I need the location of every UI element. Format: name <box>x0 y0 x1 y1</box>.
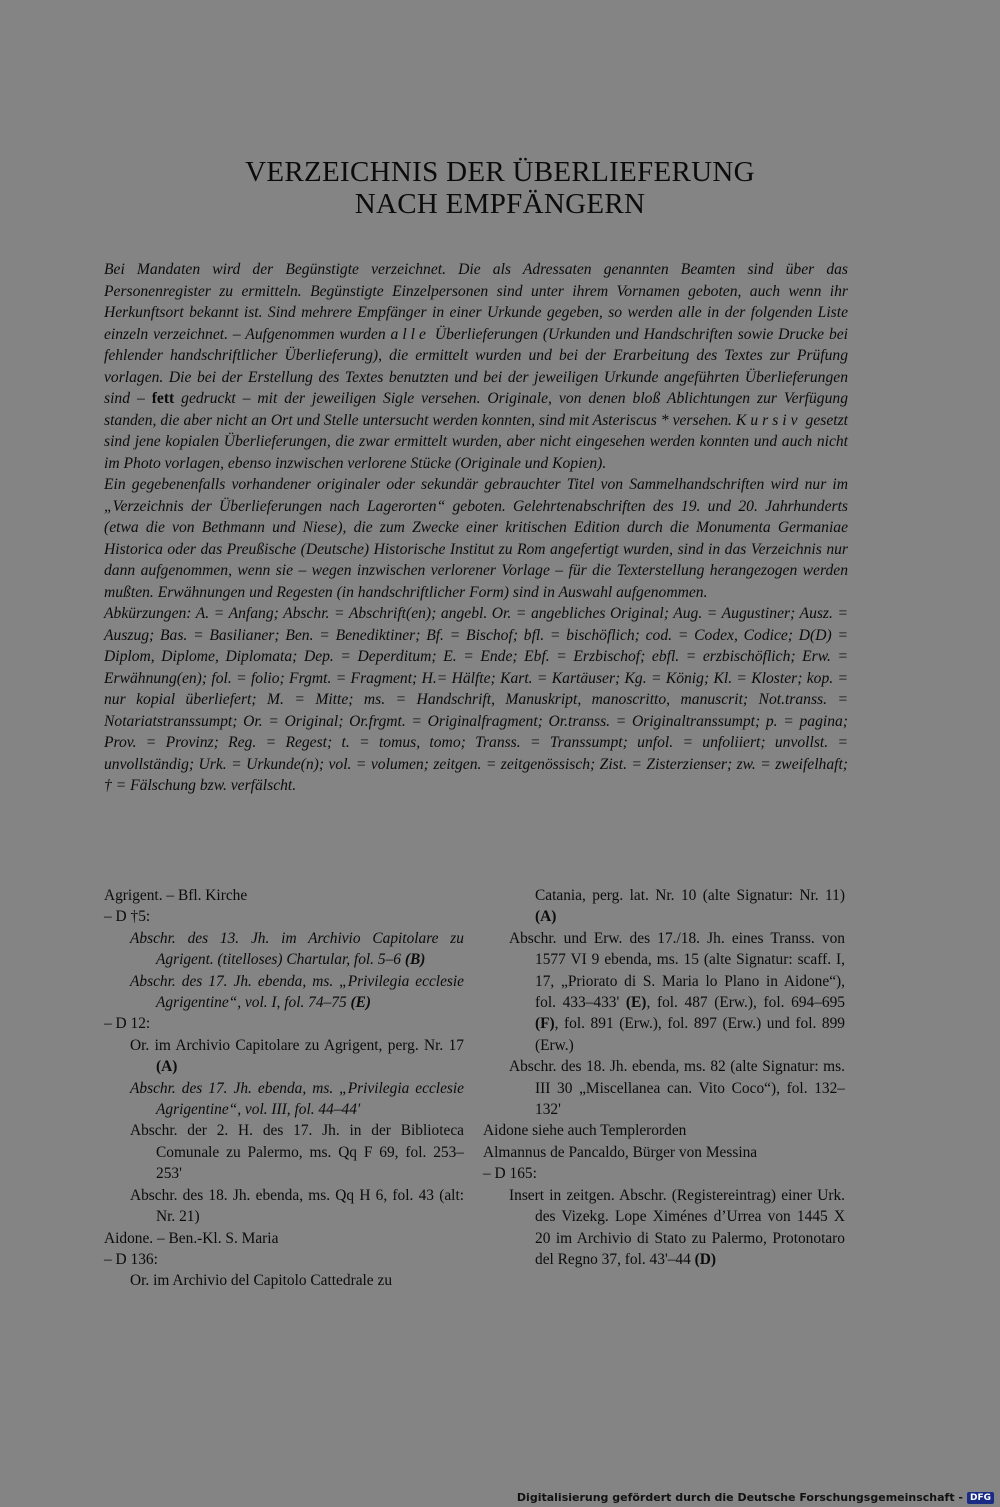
diploma-number: – D 12: <box>104 1015 151 1033</box>
page-title <box>0 156 1000 220</box>
entry-text: Catania, perg. lat. Nr. 10 (alte Signatur: Nr. 11) <box>535 887 845 904</box>
entry-text: , fol. 487 (Erw.), fol. 694–695 <box>646 994 845 1012</box>
entry-sigle: (B) <box>404 951 426 969</box>
recipient-heading: Agrigent. – Bfl. Kirche <box>104 887 248 904</box>
right-column <box>483 885 845 1270</box>
transmission-entry: Abschr. des 17. Jh. ebenda, ms. „Privilegia ecclesie Agrigentine“, vol. III, fol. 44–44' <box>130 1079 464 1119</box>
recipient-heading: Aidone. – Ben.-Kl. S. Maria <box>104 1229 279 1247</box>
entry-sigle: (A) <box>156 1058 178 1076</box>
entry-text: Abschr. und Erw. des 17./18. Jh. eines Transs. von 1577 VI 9 ebenda, ms. 15 (alte Signatur: scaff. I, 17, „Priorato di S. Maria lo Plano in Aidone“), fol. 433–433' <box>509 929 845 1012</box>
transmission-entry: Abschr. des 18. Jh. ebenda, ms. Qq H 6, fol. 43 (alt: Nr. 21) <box>130 1186 464 1226</box>
intro-text: Bei Mandaten wird der Begünstigte verzeichnet. Die als Adressaten genannten Beamten sind über das Personenregister zu ermitteln. Begünstigte Einzelpersonen sind unter ihrem Vornamen geboten, auch wenn ihr Herkunftsort bekannt ist. Sind mehrere Empfänger in einer Urkunde gegeben, so werden alle in der folgenden Liste einzeln verzeichnet. – Aufgenommen wurden <box>104 261 848 343</box>
title-line-2: NACH EMPFÄNGERN <box>354 188 646 220</box>
intro-paragraph-2: Ein gegebenenfalls vorhandener originaler oder sekundär gebrauchter Titel von Sammelhandschriften wird nur im „Verzeichnis der Überlieferungen nach Lagerorten“ geboten. Gelehrtenabschriften des 19. und 20. Jahrhunderts (etwa die von Bethmann und Niese), die zum Zwecke einer kritischen Edition durch die Monumenta Germaniae Historica oder das Preußische (Deutsche) Historische Institut zu Rom angefertigt wurden, sind in das Verzeichnis nur dann aufgenommen, wenn sie – wegen inzwischen verlorener Vorlage – für die Texterstellung herangezogen werden mußten. Erwähnungen und Regesten (in handschriftlicher Form) sind in Auswahl aufgenommen. <box>104 476 848 601</box>
entry-sigle: (F) <box>535 1015 555 1033</box>
emphasis-fett: fett <box>151 390 175 407</box>
diploma-number: – D †5: <box>104 908 151 926</box>
abbreviations-paragraph: Abkürzungen: A. = Anfang; Abschr. = Abschrift(en); angebl. Or. = angebliches Original; Aug. = Augustiner; Ausz. = Auszug; Bas. = Basilianer; Ben. = Benediktiner; Bf. = Bischof; bfl. = bischöflich; cod. = Codex, Codice; D(D) = Diplom, Diplome, Diplomata; Dep. = Deperditum; E. = Ende; Ebf. = Erzbischof; ebfl. = erzbischöflich; Erw. = Erwähnung(en); fol. = folio; Frgmt. = Fragment; H.= Hälfte; Kart. = Kartäuser; Kg. = König; Kl. = Kloster; kop. = nur kopial überliefert; M. = Mitte; ms. = Handschrift, Manuskript, manoscritto, manuscrit; Not.transs. = Notariatstranssumpt; Or. = Original; Or.frgmt. = Originalfragment; Or.transs. = Originaltranssumpt; p. = pagina; Prov. = Provinz; Reg. = Regest; t. = tomus, tomo; Transs. = Transsumpt; unfol. = unfoliiert; unvollst. = unvollständig; Urk. = Urkunde(n); vol. = volumen; zeitgen. = zeitgenössisch; Zist. = Zisterzienser; zw. = zweifelhaft; † = Fälschung bzw. verfälscht. <box>104 605 848 794</box>
entry-sigle: (A) <box>535 908 557 926</box>
transmission-entry <box>104 1035 464 1078</box>
funding-footer <box>517 1491 994 1504</box>
recipient-heading: Almannus de Pancaldo, Bürger von Messina <box>483 1143 758 1161</box>
dfg-logo: DFG <box>967 1492 994 1504</box>
entry-text: Or. im Archivio Capitolare zu Agrigent, perg. Nr. 17 <box>130 1036 464 1054</box>
transmission-entry-continued <box>483 885 845 928</box>
transmission-entry <box>104 928 464 971</box>
transmission-entry: Abschr. der 2. H. des 17. Jh. in der Biblioteca Comunale zu Palermo, ms. Qq F 69, fol. 253–253' <box>130 1122 464 1183</box>
diploma-number: – D 136: <box>104 1250 158 1268</box>
recipient-heading: Aidone siehe auch Templerorden <box>483 1122 687 1140</box>
transmission-entry <box>483 928 845 1056</box>
title-line-1: VERZEICHNIS DER ÜBERLIEFERUNG <box>245 156 755 188</box>
intro-text: gesetzt sind jene kopialen Überlieferungen, die zwar ermittelt wurden, aber nicht eingesehen werden konnten und auch nicht im Photo vorlagen, ebenso inzwischen verlorene Stücke (Originale und Kopien). <box>104 411 848 472</box>
left-column <box>104 885 464 1292</box>
emphasis-alle: alle <box>390 325 430 343</box>
entry-text: Insert in zeitgen. Abschr. (Registereintrag) einer Urk. des Vizekg. Lope Ximénes d’Urrea von 1445 X 20 im Archivio di Stato zu Palermo, Protonotaro del Regno 37, fol. 43'–44 <box>509 1186 845 1268</box>
entry-sigle: (D) <box>694 1250 717 1268</box>
intro-text: Überlieferungen (Urkunden und Handschriften sowie Drucke bei fehlender handschriftlicher Überlieferung), die ermittelt wurden und bei der Erarbeitung des Textes zur Prüfung vorlagen. Die bei der Erstellung des Textes benutzten und bei der jeweiligen Urkunde angeführten Überlieferungen sind – <box>104 325 848 407</box>
footer-text: Digitalisierung gefördert durch die Deutsche Forschungsgemeinschaft - <box>516 1491 963 1504</box>
entry-sigle: (E) <box>350 994 372 1012</box>
entry-text: Abschr. des 17. Jh. ebenda, ms. „Privilegia ecclesie Agrigentine“, vol. I, fol. 74–75 <box>130 972 464 1012</box>
diploma-number: – D 165: <box>483 1165 537 1183</box>
transmission-entry <box>104 971 464 1014</box>
transmission-entry: Abschr. des 18. Jh. ebenda, ms. 82 (alte Signatur: ms. III 30 „Miscellanea can. Vito Coco“), fol. 132–132' <box>509 1058 845 1119</box>
intro-text: gedruckt – mit der jeweiligen Sigle versehen. Originale, von denen bloß Ablichtungen zur Verfügung standen, die aber nicht an Ort und Stelle untersucht werden konnten, sind mit Asteriscus * versehen. <box>104 390 848 429</box>
emphasis-kursiv: Kursiv <box>735 411 802 429</box>
intro-paragraph-1 <box>104 259 848 474</box>
introduction <box>104 259 848 797</box>
entry-text: , fol. 891 (Erw.), fol. 897 (Erw.) und fol. 899 (Erw.) <box>535 1015 845 1054</box>
transmission-entry <box>483 1185 845 1271</box>
entry-text: Abschr. des 13. Jh. im Archivio Capitolare zu Agrigent. (titelloses) Chartular, fol. 5–6 <box>130 929 464 969</box>
entry-sigle: (E) <box>625 994 647 1012</box>
transmission-entry: Or. im Archivio del Capitolo Cattedrale zu <box>130 1272 393 1290</box>
